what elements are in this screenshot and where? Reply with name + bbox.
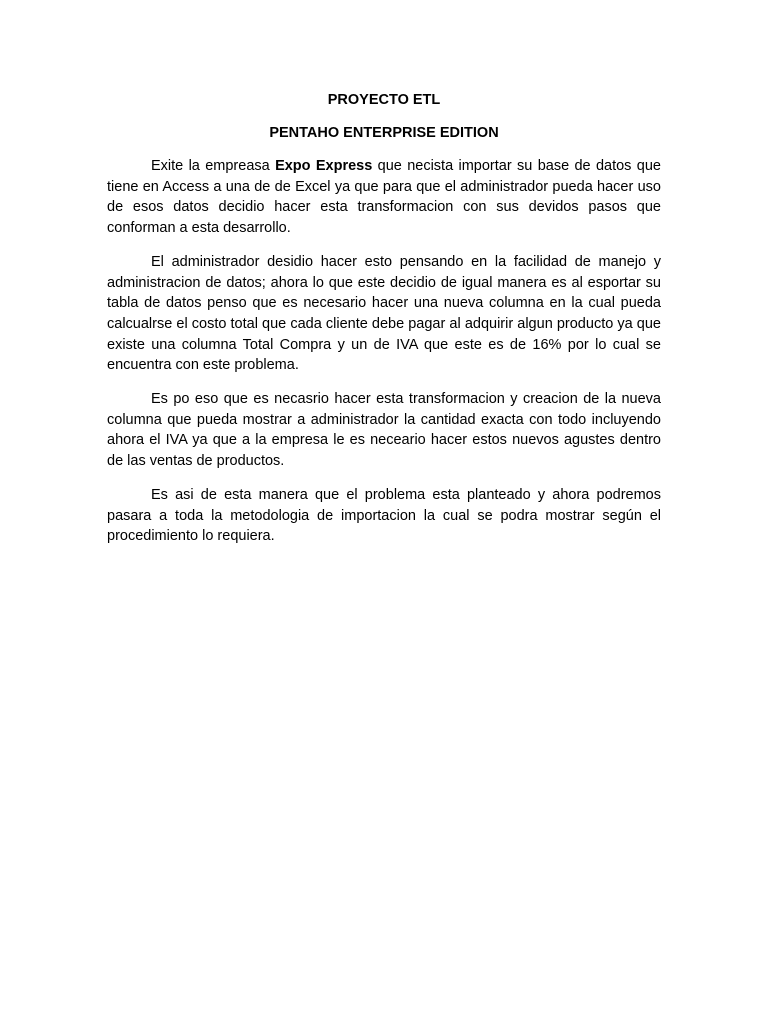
paragraph-4: Es asi de esta manera que el problema esta planteado y ahora podremos pasara a toda la metodologia de importacion la cual se podra mostrar según el procedimiento lo requiera. [107, 486, 661, 545]
paragraph-1-rest: que necista importar su base de datos que tiene en Access a una de de Excel ya que para que el administrador pueda hacer uso de esos datos decidio hacer esta transformacion con sus devidos pasos que conforman a esta desarrollo. [107, 158, 661, 237]
paragraph-2: El administrador desidio hacer esto pensando en la facilidad de manejo y administracion de datos; ahora lo que este decidio de igual manera es al esportar su tabla de datos penso que es necesario hacer una nueva columna en la cual pueda calcualrse el costo total que cada cliente debe pagar al adquirir algun producto ya que existe una columna Total Compra y un de IVA que este es de 16% por lo cual se encuentra con este problema. [107, 253, 661, 374]
paragraph-1-intro: Exite la empreasa [151, 158, 276, 174]
document-title: PROYECTO ETL [327, 92, 441, 108]
paragraph-3: Es po eso que es necasrio hacer esta transformacion y creacion de la nueva columna que pueda mostrar a administrador la cantidad exacta con todo incluyendo ahora el IVA ya que a la empresa le es neceario hacer estos nuevos agustes dentro de las ventas de productos. [107, 391, 661, 470]
document-page [107, 90, 661, 560]
company-name: Expo Express [275, 158, 373, 174]
paragraph-1 [107, 156, 661, 239]
document-subtitle: PENTAHO ENTERPRISE EDITION [269, 125, 499, 141]
